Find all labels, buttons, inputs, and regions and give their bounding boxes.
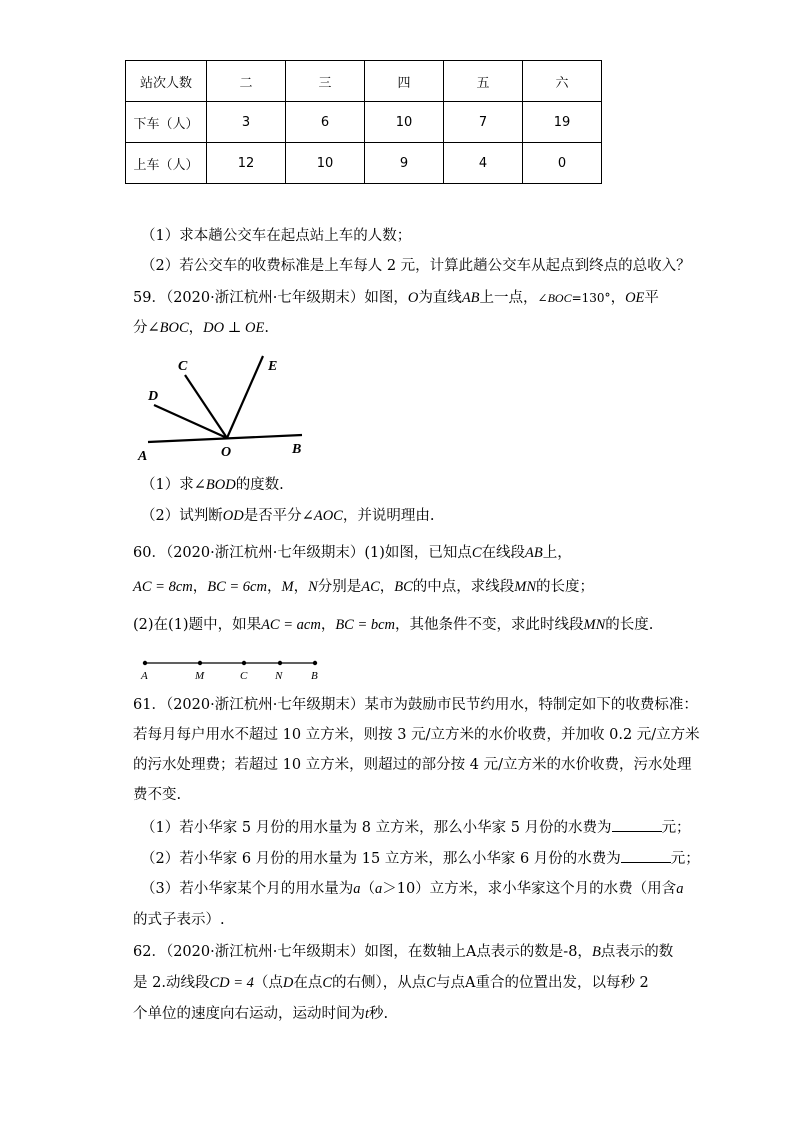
point-c: C: [426, 975, 436, 991]
text: 重合的位置出发，以每秒 2: [475, 975, 649, 991]
table-row: [126, 102, 602, 143]
table-cell: 19: [523, 102, 602, 143]
table-cell: 10: [365, 102, 444, 143]
text: 60．（2020·浙江杭州·七年级期末）(1)如图，已知点: [133, 545, 472, 561]
angle-aoc: ∠AOC: [301, 508, 343, 524]
text: 为直线: [418, 290, 462, 306]
text: （3）若小华家某个月的用水量为: [141, 881, 354, 897]
text: 62．（2020·浙江杭州·七年级期末）如图，在数轴上: [133, 944, 466, 960]
text: 上一点，: [479, 290, 538, 306]
point-m: M: [281, 579, 294, 595]
q61-part3: [141, 879, 683, 899]
table-cell: 9: [365, 143, 444, 184]
var-a: a: [676, 881, 684, 897]
table-cell: 五: [444, 61, 523, 102]
text: （点: [253, 975, 283, 991]
point-a: A: [464, 975, 476, 991]
table-cell: 下车（人）: [126, 102, 207, 143]
point-c: C: [471, 545, 482, 561]
point-n: N: [308, 579, 318, 595]
point-a: A: [465, 944, 477, 960]
point-d: D: [282, 975, 294, 991]
text: 点表示的数是-8，: [476, 944, 592, 960]
point-c: C: [322, 975, 333, 991]
q59-stem-line1: [133, 288, 659, 308]
text: 的中点，求线段: [412, 579, 515, 595]
label-a: A: [141, 670, 148, 682]
table-cell: 二: [207, 61, 286, 102]
expr-bc: BC = 6cm: [207, 579, 267, 595]
table-cell: 六: [523, 61, 602, 102]
expr-cd: CD = 4: [209, 975, 254, 991]
q61-line4: 费不变.: [133, 787, 182, 803]
point-m-dot: [198, 661, 202, 665]
label-c: C: [178, 359, 188, 374]
q59-stem-line2: [133, 318, 269, 338]
q62-line1: [133, 942, 673, 962]
table-cell: 上车（人）: [126, 143, 207, 184]
table-cell: 站次人数: [126, 61, 207, 102]
q61-line1: 61．（2020·浙江杭州·七年级期末）某市为鼓励市民节约用水，特制定如下的收费标准：: [133, 697, 698, 713]
text: 分别是: [317, 579, 362, 595]
point-a-dot: [143, 661, 147, 665]
table-cell: 0: [523, 143, 602, 184]
q59-head: 59．（2020·浙江杭州·七年级期末）如图，: [133, 290, 408, 306]
var-a: a: [353, 881, 361, 897]
expr-ac: AC = 8cm: [133, 579, 193, 595]
line-ab: AB: [461, 290, 480, 306]
text: 点表示的数: [600, 944, 674, 960]
table-cell: 4: [444, 143, 523, 184]
segment-bc: BC: [394, 579, 413, 595]
text: 元；: [661, 820, 691, 836]
label-b: B: [292, 442, 302, 457]
q59-part2: [141, 506, 434, 526]
table-cell: 12: [207, 143, 286, 184]
answer-blank[interactable]: [621, 848, 671, 863]
text: ，: [266, 579, 282, 595]
text: 的度数.: [235, 477, 284, 493]
text: ，: [188, 320, 204, 336]
q61-part2: [141, 848, 700, 869]
q59-part1: [141, 475, 284, 495]
angle-value: =130°: [571, 291, 611, 305]
text: .: [264, 320, 269, 336]
table-cell: 10: [286, 143, 365, 184]
q62-line3: [133, 1004, 388, 1024]
q60-line1: [133, 543, 572, 563]
text: （2）试判断: [141, 508, 223, 524]
text: ，: [320, 617, 336, 633]
text: 分: [133, 320, 148, 336]
q60-figure: [136, 655, 326, 685]
text: 平: [644, 290, 659, 306]
text: ，: [610, 290, 626, 306]
text: ，: [293, 579, 309, 595]
text: 个单位的速度向右运动，运动时间为: [133, 1006, 365, 1022]
text: （2）若小华家 6 月份的用水量为 15 立方米，那么小华家 6 月份的水费为: [141, 851, 621, 867]
text: 在线段: [481, 545, 526, 561]
table-cell: 三: [286, 61, 365, 102]
point-c-dot: [242, 661, 246, 665]
text: (2)在(1)题中，如果: [133, 617, 262, 633]
label-n: N: [275, 670, 283, 682]
point-b-dot: [313, 661, 317, 665]
angle-boc: ∠BOC: [147, 320, 189, 336]
expr-ac: AC = acm: [261, 617, 321, 633]
q60-line2: [133, 577, 594, 597]
q62-line2: [133, 973, 649, 993]
q61-part1: [141, 817, 691, 838]
label-m: M: [195, 670, 205, 682]
segment-mn: MN: [583, 617, 606, 633]
table-row: [126, 143, 602, 184]
segment-ab: AB: [525, 545, 543, 561]
table-cell: 7: [444, 102, 523, 143]
expr-bc: BC = bcm: [335, 617, 396, 633]
text: 的长度；: [536, 579, 595, 595]
point-o: O: [407, 290, 419, 306]
perpendicular-relation: DO ⊥ OE: [203, 320, 265, 336]
bus-stop-table: [125, 60, 602, 184]
table-row: [126, 61, 602, 102]
text: 是 2.动线段: [133, 975, 210, 991]
table-cell: 6: [286, 102, 365, 143]
q61-line3: 的污水处理费；若超过 10 立方米，则超过的部分按 4 元/立方米的水价收费，污水处理: [133, 757, 692, 773]
text: 是否平分: [243, 508, 302, 524]
segment-ac: AC: [361, 579, 380, 595]
text: 秒.: [369, 1006, 389, 1022]
label-b: B: [311, 670, 318, 682]
text: ，: [379, 579, 395, 595]
ray-oe: [227, 356, 263, 438]
text: 上，: [542, 545, 572, 561]
table-cell: 四: [365, 61, 444, 102]
angle-boc: ∠BOC: [537, 291, 572, 305]
text: （1）求: [141, 477, 194, 493]
text: 在点: [293, 975, 323, 991]
var-t: t: [365, 1006, 370, 1022]
q61-line2: 若每月每户用水不超过 10 立方米，则按 3 元/立方米的水价收费，并加收 0.2 元/立方米: [133, 727, 700, 743]
text: ＞10）立方米，求小华家这个月的水费（用含: [382, 881, 677, 897]
q61-part3-cont: 的式子表示）.: [133, 912, 225, 928]
text: 的右侧），从点: [332, 975, 427, 991]
answer-blank[interactable]: [612, 817, 662, 832]
table-cell: 3: [207, 102, 286, 143]
var-a: a: [374, 881, 383, 897]
label-d: D: [148, 389, 159, 404]
q58-part1: （1）求本趟公交车在起点站上车的人数；: [141, 228, 412, 244]
label-c: C: [240, 670, 248, 682]
text: 的长度.: [605, 617, 654, 633]
text: 与点: [435, 975, 465, 991]
label-a: A: [138, 449, 148, 464]
label-o: O: [221, 445, 232, 460]
text: （: [360, 881, 375, 897]
ray-oe: OE: [625, 290, 645, 306]
angle-bod: ∠BOD: [193, 477, 236, 493]
text: ，: [192, 579, 208, 595]
text: （1）若小华家 5 月份的用水量为 8 立方米，那么小华家 5 月份的水费为: [141, 820, 612, 836]
text: ，并说明理由.: [342, 508, 435, 524]
text: 元；: [670, 851, 700, 867]
point-b: B: [591, 944, 601, 960]
text: ，其他条件不变，求此时线段: [395, 617, 584, 633]
segment-mn: MN: [514, 579, 537, 595]
q59-figure: [130, 350, 320, 465]
point-n-dot: [278, 661, 282, 665]
q60-line3: [133, 615, 653, 635]
ray-od: OD: [222, 508, 244, 524]
q58-part2: （2）若公交车的收费标准是上车每人 2 元，计算此趟公交车从起点到终点的总收入？: [141, 258, 691, 274]
label-e: E: [268, 359, 278, 374]
